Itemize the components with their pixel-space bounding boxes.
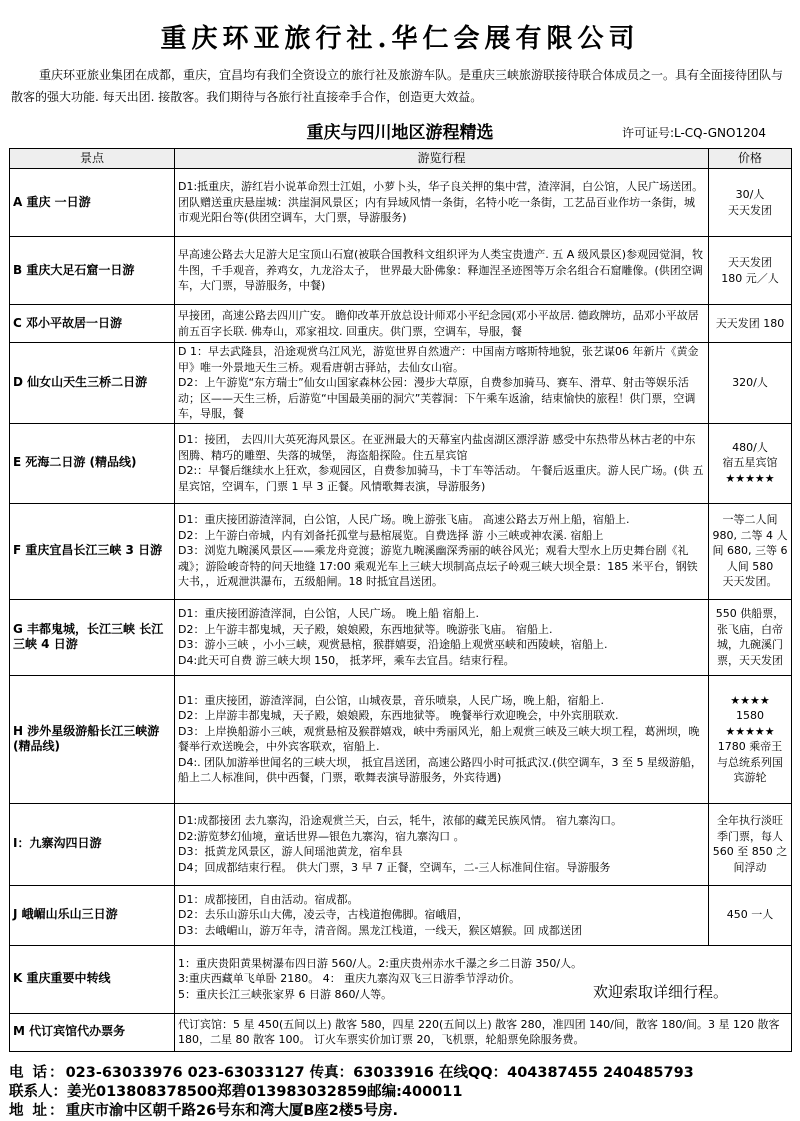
itinerary-line: D1：重庆接团游渣滓洞，白公馆，人民广场。 晚上船 宿船上. — [178, 607, 479, 620]
itinerary-line: D2：上午游白帝城，内有刘备托孤堂与悬棺展览。自费选择 游 小三峡或神农溪. 宿船上 — [178, 528, 604, 542]
destination-name: C 邓小平故居一日游 — [10, 305, 175, 343]
request-itinerary-note: 欢迎索取详细行程。 — [592, 983, 728, 1002]
itinerary-line: D3：游小三峡 ，小小三峡，观赏悬棺，猴群嬉耍，沿途船上观赏巫峡和西陵峡，宿船上. — [178, 638, 608, 651]
itinerary-cell — [175, 675, 709, 803]
qq-numbers: 404387455 240485793 — [507, 1064, 694, 1081]
itinerary-line: D2：上岸游丰都鬼城，天子殿，娘娘殿，东西地狱等。 晚餐举行欢迎晚会，中外宾朋联欢. — [178, 709, 619, 722]
itinerary-line: 3:重庆西藏单飞单卧 2180。 4： 重庆九寨沟双飞三日游季节浮动价。 — [178, 972, 521, 986]
price-cell — [709, 169, 792, 237]
itinerary-cell — [175, 599, 709, 675]
phone-label: 电 话： — [9, 1064, 66, 1081]
price-line: 与总统系列国 — [717, 755, 783, 769]
destination-name: G 丰都鬼城，长江三峡 长江三峡 4 日游 — [10, 599, 175, 675]
table-body — [10, 169, 792, 1052]
price-line: 张飞庙，白帝 — [717, 622, 783, 636]
itinerary-cell — [175, 885, 709, 945]
itinerary-cell — [175, 343, 709, 424]
fax-label: 传真： — [309, 1064, 354, 1081]
price-line: 人间 580 — [726, 559, 774, 573]
itinerary-line: D2:游览梦幻仙境，童话世界—银色九寨沟，宿九寨沟口 。 — [178, 829, 465, 843]
price-line: 天天发团 — [728, 256, 772, 269]
price-line: 天天发团。 — [722, 575, 778, 589]
itinerary-cell — [175, 945, 792, 1013]
person-label: 联系人： — [9, 1083, 67, 1100]
qq-label: 在线QQ： — [438, 1064, 508, 1081]
itinerary-cell — [175, 423, 709, 503]
fax-number: 63033916 — [353, 1064, 434, 1081]
table-row — [10, 675, 792, 803]
price-line: 一等二人间 — [722, 513, 778, 527]
itinerary-line: D4:此天可自费 游三峡大坝 150， 抵茅坪，乘车去宜昌。结束行程。 — [178, 653, 515, 667]
itinerary-line: D3：去峨嵋山，游万年寺，清音阁。黑龙江栈道，一线天，猴区嬉猴。回 成都送团 — [178, 923, 582, 937]
company-name: 重庆环亚旅行社.华仁会展有限公司 — [160, 24, 640, 54]
itinerary-cell — [175, 305, 709, 343]
itinerary-cell — [175, 503, 709, 599]
price-line: ★★★★ — [730, 693, 770, 707]
table-row — [10, 503, 792, 599]
destination-name: B 重庆大足石窟一日游 — [10, 237, 175, 305]
table-row — [10, 885, 792, 945]
table-row — [10, 169, 792, 237]
itinerary-line: D3：抵黄龙风景区，游人间瑶池黄龙，宿牟县 — [178, 845, 403, 858]
price-line: 980, 二等 4 人 — [712, 528, 788, 542]
price-line: 宾游轮 — [733, 771, 767, 784]
price-cell — [709, 599, 792, 675]
itinerary-line: D4:. 团队加游举世闻名的三峡大坝， 抵宜昌送团，高速公路四小时可抵武汉.(供空调车，3 至 5 星级游船，船上二人标准间，供中西餐，门票，歌舞表演导游服务，外宾待遇) — [178, 755, 702, 784]
itinerary-line: D2：上午游览“东方瑞士”仙女山国家森林公园：漫步大草原，自费参加骑马、赛车、滑草、射击等娱乐活动；区——天生三桥，后游览“中国最美丽的洞穴”芙蓉洞：下午乘车返渝，结束愉快的旅程！供门票，空调车，导服，餐 — [178, 376, 696, 420]
price-line: 季门票，每人 — [717, 829, 783, 843]
company-intro: 重庆环亚旅业集团在成都，重庆，宜昌均有我们全资设立的旅行社及旅游车队。是重庆三峡旅游联接待联合体成员之一。具有全面接待团队与散客的强大功能. 每天出团. 接散客。我们期待与各旅行社直接牵手合作，创造更大效益。 — [11, 68, 784, 104]
itinerary-line: 5：重庆长江三峡张家界 6 日游 860/人等。 — [178, 987, 393, 1001]
itinerary-line: D1:抵重庆，游红岩小说革命烈士江姐，小萝卜头，华子良关押的集中营，渣滓洞，白公馆，人民广场送团。团队赠送重庆悬崖城：洪崖洞风景区；内有异域风情一条街，名特小吃一条街，工艺品百业作坊一条街，城市观光阳台等(供团空调车，大门票，导游服务) — [178, 180, 704, 225]
table-row — [10, 599, 792, 675]
table-row — [10, 423, 792, 503]
destination-name: A 重庆 一日游 — [10, 169, 175, 237]
itinerary-cell — [175, 1013, 792, 1051]
price-line: ★★★★★ — [725, 724, 775, 738]
destination-name: F 重庆宜昌长江三峡 3 日游 — [10, 503, 175, 599]
address-label: 地 址： — [9, 1102, 66, 1119]
contact-address-line — [9, 1102, 791, 1121]
price-line: 宿五星宾馆 — [722, 456, 778, 470]
itinerary-line: D1：重庆接团游渣滓洞，白公馆，人民广场。晚上游张飞庙。 高速公路去万州上船，宿船上. — [178, 513, 630, 527]
itinerary-line: D2：去乐山游乐山大佛，凌云寺，古栈道抱佛脚。宿峨眉， — [178, 908, 469, 922]
itinerary-line: 1：重庆贵阳黄果树瀑布四日游 560/人。2:重庆贵州赤水千瀑之乡二日游 350/人。 — [178, 956, 583, 970]
contact-person: 姜光013808378500郑碧013983032859邮编:400011 — [67, 1083, 463, 1100]
price-cell — [709, 237, 792, 305]
table-row — [10, 803, 792, 885]
destination-name: H 涉外星级游船长江三峡游 (精品线) — [10, 675, 175, 803]
price-line: 180 元／人 — [721, 271, 779, 285]
price-cell — [709, 675, 792, 803]
itinerary-line: 早接团，高速公路去四川广安。 瞻仰改革开放总设计师邓小平纪念园(邓小平故居. 德政牌坊，品邓小平故居前五百字长联. 佛寿山，邓家祖坟. 回重庆。供门票，空调车，导服，餐 — [178, 309, 699, 338]
table-row — [10, 237, 792, 305]
table-row — [10, 343, 792, 424]
price-line: 间浮动 — [733, 860, 767, 874]
itinerary-line: D1：接团， 去四川大英死海风景区。在亚洲最大的天幕室内盐卤湖区漂浮游 感受中东热带丛林古老的中东图腾、精巧的雕塑、失落的城堡， 海盗船探险。住五星宾馆 — [178, 433, 696, 462]
address-text: 重庆市渝中区朝千路26号东和湾大厦B座2楼5号房. — [65, 1102, 398, 1119]
col-header-price: 价格 — [709, 149, 792, 169]
tour-table — [9, 148, 792, 1052]
itinerary-line: D1:成都接团 去九寨沟，沿途观赏兰天，白云，牦牛，浓郁的藏羌民族风情。 宿九寨沟口。 — [178, 814, 623, 827]
destination-name: K 重庆重要中转线 — [10, 945, 175, 1013]
price-line: 320/人 — [732, 376, 768, 389]
destination-name: D 仙女山天生三桥二日游 — [10, 343, 175, 424]
price-line: 1780 乘帝王 — [717, 740, 783, 753]
destination-name: E 死海二日游 (精品线) — [10, 423, 175, 503]
price-line: 天天发团 — [728, 203, 772, 217]
itinerary-cell — [175, 237, 709, 305]
contact-person-line — [9, 1083, 791, 1102]
col-header-itinerary: 游览行程 — [175, 149, 709, 169]
price-cell — [709, 305, 792, 343]
price-cell — [709, 503, 792, 599]
table-row — [10, 1013, 792, 1051]
price-line: 天天发团 180 — [715, 316, 785, 330]
itinerary-line: D1：成都接团，自由活动。宿成都。 — [178, 892, 359, 906]
itinerary-cell — [175, 169, 709, 237]
destination-name: I：九寨沟四日游 — [10, 803, 175, 885]
price-line: 间 680, 三等 6 — [712, 544, 788, 558]
price-cell — [709, 803, 792, 885]
itinerary-line: 代订宾馆：5 星 450(五间以上) 散客 580，四星 220(五间以上) 散客 280，准四团 140/间，散客 180/间。3 星 120 散客 180，二星 80 散客 100。 订火车票实价加订票 20，飞机票，轮船票免除服务费。 — [178, 1017, 780, 1046]
price-cell — [709, 343, 792, 424]
itinerary-line: D4；回成都结束行程。 供大门票，3 早 7 正餐，空调车，二-三人标准间住宿。导游服务 — [178, 860, 611, 874]
license-number: 许可证号:L-CQ-GNO1204 — [621, 126, 766, 140]
price-line: 全年执行淡旺 — [717, 814, 783, 827]
section-heading — [9, 108, 791, 148]
itinerary-line: D3：上岸换船游小三峡，观赏悬棺及猴群嬉戏，峡中秀丽风光，船上观赏三峡及三峡大坝工程，葛洲坝，晚餐举行欢送晚会，中外宾客联欢，宿船上. — [178, 724, 700, 753]
price-cell — [709, 885, 792, 945]
destination-name: M 代订宾馆代办票务 — [10, 1013, 175, 1051]
price-line: 30/人 — [735, 188, 765, 201]
price-line: 城，九碗溪门 — [717, 638, 783, 651]
price-line: ★★★★★ — [725, 471, 775, 485]
itinerary-line: D3：浏览九畹溪风景区——乘龙舟竞渡；游览九畹溪幽深秀丽的峡谷风光；观看大型水上历史舞台剧《礼魂》；游险峻奇特的问天地缝 17:00 乘观光车上三峡大坝制高点坛子岭观三峡大坝全景：185 米平台，钢铁大书，，近观泄洪瀑布，五级船闸。18 时抵宜昌送团。 — [178, 544, 698, 589]
itinerary-cell — [175, 803, 709, 885]
price-line: 480/人 — [732, 440, 768, 454]
table-row — [10, 945, 792, 1013]
itinerary-line: D2：上午游丰都鬼城，天子殿，娘娘殿，东西地狱等。晚游张飞庙。 宿船上. — [178, 622, 553, 636]
itinerary-line: D 1：早去武隆县，沿途观赏乌江风光，游览世界自然遗产：中国南方喀斯特地貌，张艺谋06 年新片《黄金甲》唯一外景地天生三桥。观看唐朝古驿站，去仙女山宿。 — [178, 345, 699, 374]
price-cell — [709, 423, 792, 503]
itinerary-line: D2:：早餐后继续水上狂欢，参观园区，自费参加骑马，卡丁车等活动。 午餐后返重庆。游人民广场。(供 五星宾馆，空调车，门票 1 早 3 正餐。风情歌舞表演，导游服务) — [178, 464, 704, 493]
price-line: 560 至 850 之 — [712, 845, 788, 858]
price-line: 1580 — [736, 709, 764, 722]
contact-block — [9, 1064, 791, 1121]
col-header-destination: 景点 — [10, 149, 175, 169]
itinerary-line: D1：重庆接团，游渣滓洞，白公馆，山城夜景，音乐喷泉，人民广场，晚上船，宿船上. — [178, 693, 604, 707]
itinerary-line: 早高速公路去大足游大足宝顶山石窟(被联合国教科文组织评为人类宝贵遗产. 五 A 级风景区)参观园觉洞，牧牛图，千手观音，养鸡女，九龙浴太子， 世界最大卧佛象：释迦涅圣迹图等万余名组合石窟雕像。(供团空调车，大门票，导游服务，中餐) — [178, 248, 704, 293]
destination-name: J 峨嵋山乐山三日游 — [10, 885, 175, 945]
contact-phone-line — [9, 1064, 791, 1083]
phone-numbers: 023-63033976 023-63033127 — [65, 1064, 305, 1081]
section-title: 重庆与四川地区游程精选 — [306, 123, 494, 143]
price-line: 票，天天发团 — [717, 653, 783, 667]
table-header-row — [10, 149, 792, 169]
price-line: 450 一人 — [726, 908, 774, 922]
price-line: 550 供船票， — [715, 607, 785, 620]
table-row — [10, 305, 792, 343]
